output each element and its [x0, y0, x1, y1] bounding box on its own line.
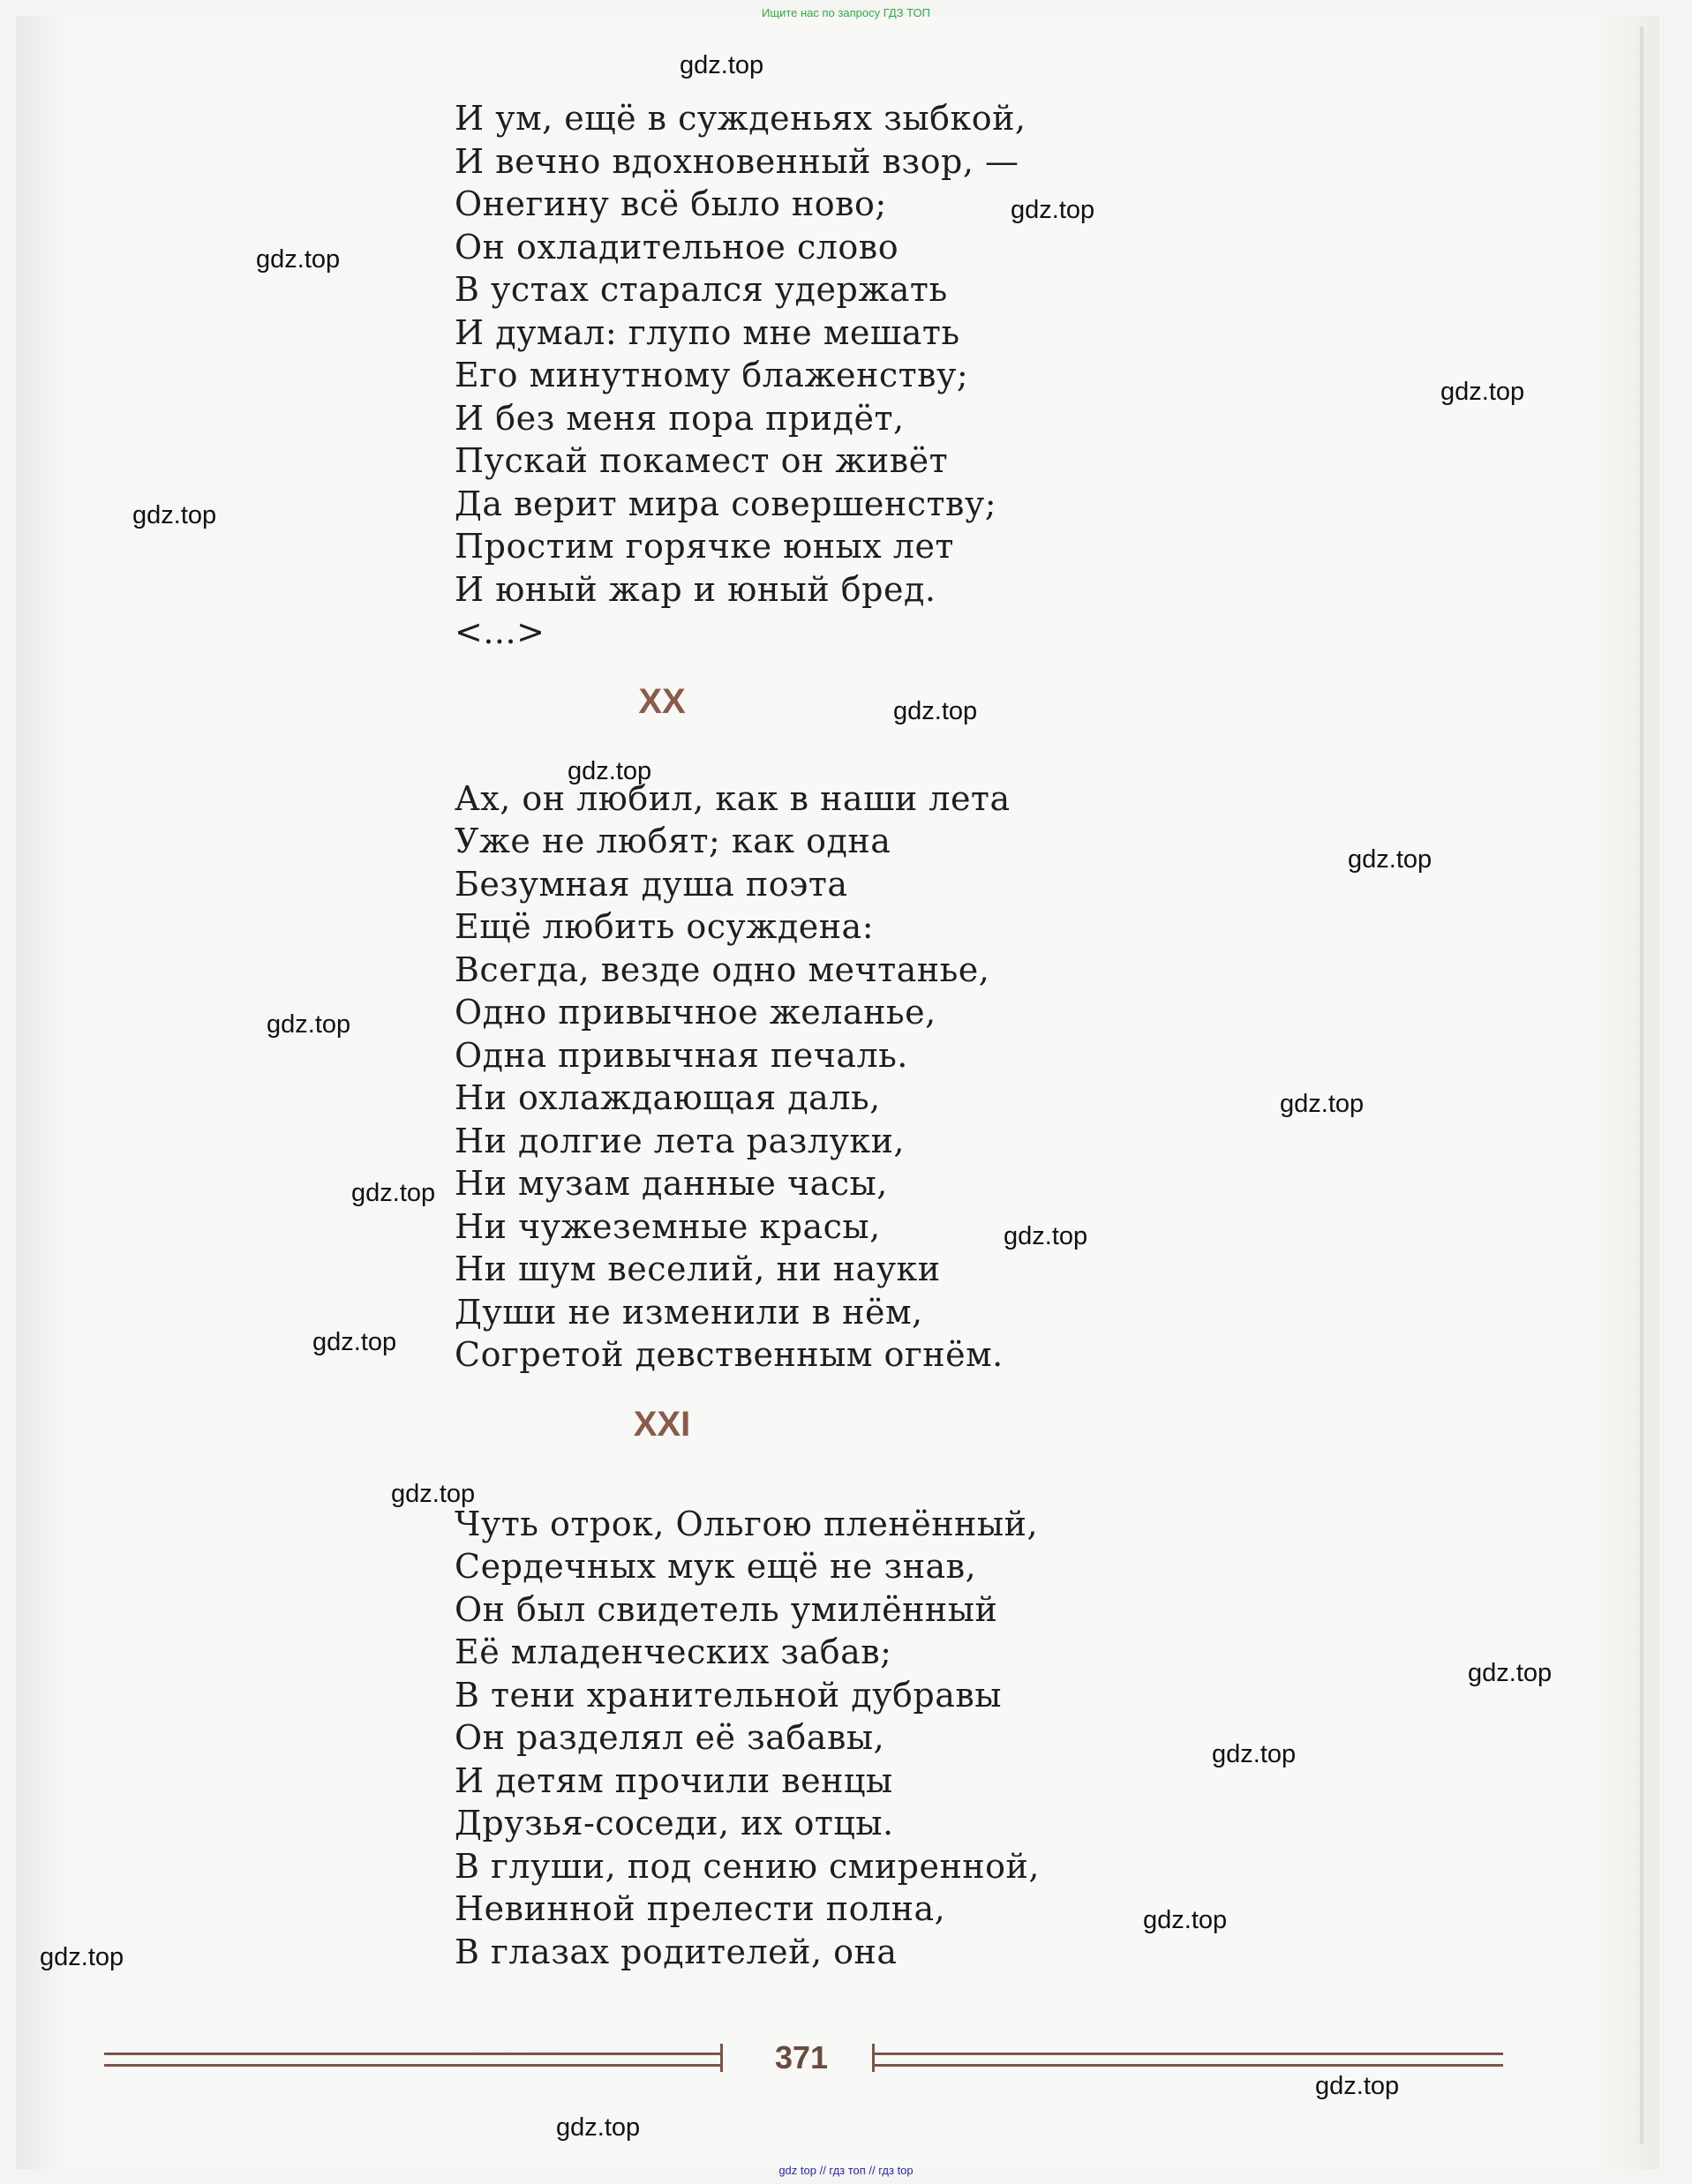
watermark: gdz.top	[391, 1480, 476, 1508]
bottom-site-links[interactable]: gdz top // гдз топ // гдз top	[778, 2164, 914, 2177]
watermark: gdz.top	[1440, 378, 1525, 406]
poem-line: В тени хранительной дубравы	[455, 1675, 1003, 1715]
watermark: gdz.top	[312, 1328, 397, 1356]
poem-line: И детям прочили венцы	[455, 1760, 893, 1800]
page-edge	[1640, 26, 1643, 2144]
poem-line: И ум, ещё в сужденьях зыбкой,	[455, 99, 1026, 138]
watermark: gdz.top	[1348, 845, 1433, 874]
poem-line: Её младенческих забав;	[455, 1632, 892, 1671]
poem-line: Ни чужеземные красы,	[455, 1206, 881, 1246]
poem-line: Простим горячке юных лет	[455, 527, 954, 566]
watermark: gdz.top	[1315, 2072, 1400, 2100]
poem-line: Он охладительное слово	[455, 227, 899, 266]
omission-mark: <...>	[455, 612, 545, 651]
poem-line: Одно привычное желанье,	[455, 993, 936, 1032]
poem-line: И юный жар и юный бред.	[455, 569, 936, 609]
watermark: gdz.top	[267, 1010, 351, 1039]
poem-line: Он разделял её забавы,	[455, 1718, 885, 1757]
poem-line: Ах, он любил, как в наши лета	[455, 778, 1011, 818]
footer-rule-cap	[720, 2044, 723, 2072]
footer-rule-right	[872, 2053, 1503, 2067]
poem-line: Ни шум веселий, ни науки	[455, 1250, 941, 1288]
stanza-heading-xxi: XXI	[633, 1404, 691, 1444]
watermark: gdz.top	[1468, 1659, 1553, 1687]
poem-line: И без меня пора придёт,	[455, 398, 905, 438]
poem-line: Согретой девственным огнём.	[455, 1335, 1004, 1374]
page-number: 371	[774, 2039, 829, 2075]
poem-line: В глуши, под сению смиренной,	[455, 1846, 1040, 1886]
watermark: gdz.top	[256, 245, 341, 274]
poem-line: Сердечных мук ещё не знав,	[455, 1547, 977, 1586]
watermark: gdz.top	[1011, 196, 1095, 224]
poem-line: Чуть отрок, Ольгою пленённый,	[455, 1504, 1039, 1543]
page-footer	[104, 2037, 1503, 2081]
stanza-heading-xx: XX	[638, 681, 686, 721]
footer-rule-left	[104, 2053, 722, 2067]
poem-line: В глазах родителей, она	[455, 1932, 898, 1971]
poem-line: Его минутному блаженству;	[455, 356, 969, 394]
poem-line: Одна привычная печаль.	[455, 1035, 908, 1075]
poem-line: В устах старался удержать	[455, 270, 948, 309]
poem-line: Невинной прелести полна,	[455, 1889, 946, 1928]
poem-line: Души не изменили в нём,	[455, 1292, 923, 1332]
poem-line: И думал: глупо мне мешать	[455, 312, 960, 352]
stanza-block-3	[455, 1503, 1337, 1974]
poem-line: Всегда, везде одно мечтанье,	[455, 949, 990, 989]
watermark: gdz.top	[893, 697, 978, 725]
poem-line: Ни долгие лета разлуки,	[455, 1121, 906, 1160]
watermark: gdz.top	[132, 501, 217, 529]
stanza-block-2	[455, 777, 1337, 1377]
watermark: gdz.top	[556, 2113, 641, 2142]
poem-line: Безумная душа поэта	[455, 864, 848, 904]
watermark: gdz.top	[568, 757, 652, 785]
poem-line: Он был свидетель умилённый	[455, 1589, 998, 1629]
poem-line: Уже не любят; как одна	[455, 822, 891, 860]
poem-line: Ни охлаждающая даль,	[455, 1078, 881, 1117]
poem-text	[455, 97, 1337, 1973]
top-search-hint[interactable]: Ищите нас по запросу ГДЗ ТОП	[762, 6, 930, 19]
watermark: gdz.top	[1212, 1740, 1297, 1768]
watermark: gdz.top	[351, 1179, 436, 1207]
poem-line: Друзья-соседи, их отцы.	[455, 1804, 894, 1843]
poem-line: Ещё любить осуждена:	[455, 907, 874, 946]
watermark: gdz.top	[1004, 1222, 1088, 1250]
poem-line: Онегину всё было ново;	[455, 184, 887, 223]
poem-line: Да верит мира совершенству;	[455, 484, 997, 523]
watermark: gdz.top	[1280, 1090, 1365, 1118]
watermark: gdz.top	[1143, 1906, 1228, 1934]
poem-line: Пускай покамест он живёт	[455, 441, 949, 480]
stanza-block-1	[455, 97, 1337, 654]
watermark: gdz.top	[680, 51, 764, 79]
poem-line: И вечно вдохновенный взор, —	[455, 141, 1019, 181]
poem-line: Ни музам данные часы,	[455, 1164, 888, 1203]
watermark: gdz.top	[40, 1943, 124, 1971]
